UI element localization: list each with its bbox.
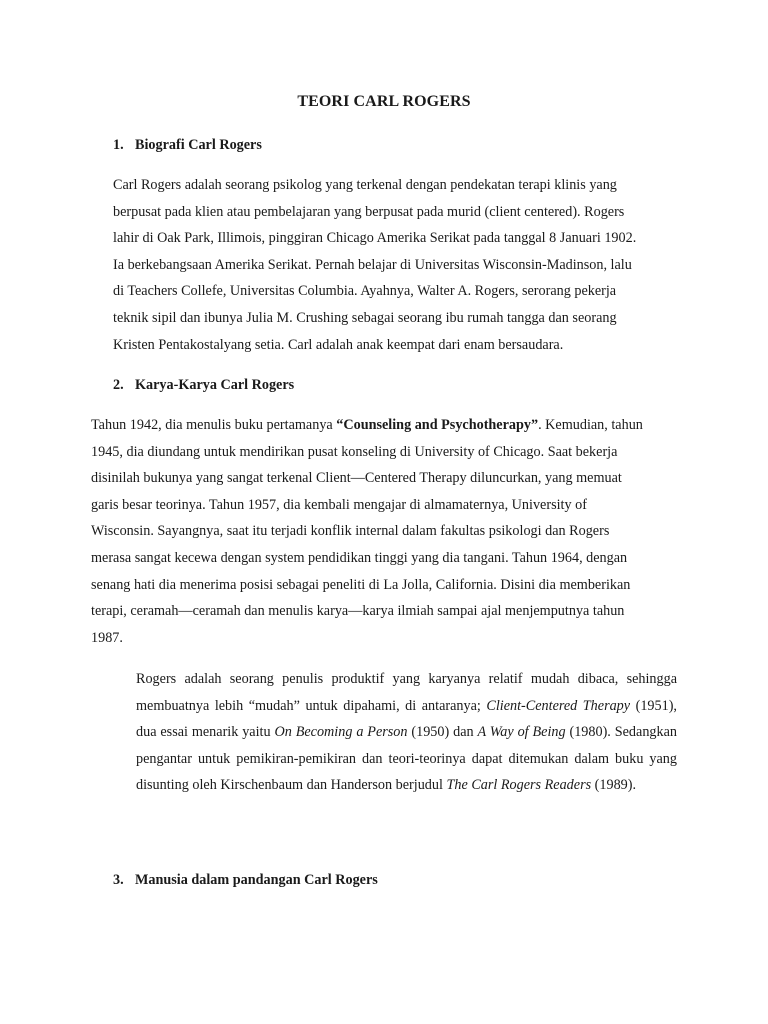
section-title: Manusia dalam pandangan Carl Rogers [135,872,378,888]
text-line: senang hati dia menerima posisi sebagai peneliti di La Jolla, California. Disini dia memberikan [91,576,631,593]
text-line: 1987. [91,629,123,646]
section-title: Karya-Karya Carl Rogers [135,377,295,393]
text-line: disinilah bukunya yang sangat terkenal Client—Centered Therapy diluncurkan, yang memuat [91,470,622,487]
text-line: Kristen Pentakostalyang setia. Carl adalah anak keempat dari enam bersaudara. [113,336,564,353]
section-number: 2. [113,377,124,393]
text-line: teknik sipil dan ibunya Julia M. Crushing sebagai seorang ibu rumah tangga dan seorang [113,309,617,326]
text-span: (1951), dua essai menarik yaitu [136,697,677,741]
book-title-italic: The Carl Rogers Readers [446,777,592,794]
section-heading-3 [113,872,378,889]
text-line: terapi, ceramah—ceramah dan menulis karya—karya ilmiah sampai ajal menjemputnya tahun [91,603,625,620]
text-line: 1945, dia diundang untuk mendirikan pusat konseling di University of Chicago. Saat bekerja [91,443,618,460]
text-line: berpusat pada klien atau pembelajaran yang berpusat pada murid (client centered). Rogers [113,203,625,220]
book-title-italic: On Becoming a Person [274,724,408,741]
text-line: merasa sangat kecewa dengan system pendidikan tinggi yang dia tangani. Tahun 1964, dengan [91,549,628,566]
biography-paragraph [113,172,673,358]
section-heading-1 [113,137,262,154]
text-span: (1980). Sedangkan pengantar untuk pemikiran-pemikiran dan teori-teorinya dapat ditemukan dalam buku yang disunting oleh Kirschenbaum dan Handerson berjudul [136,724,677,794]
publications-paragraph [136,666,677,799]
publications-text [136,666,677,799]
book-title-bold: “Counseling and Psychotherapy” [336,417,539,433]
book-title-italic: A Way of Being [477,724,566,741]
text-span: (1989). [591,777,637,794]
text-line: lahir di Oak Park, Illimois, pinggiran Chicago Amerika Serikat pada tanggal 8 Januari 1902. [113,230,637,247]
book-title-italic: Client-Centered Therapy [486,697,631,714]
text-line: garis besar teorinya. Tahun 1957, dia kembali mengajar di almamaternya, University of [91,496,587,513]
text-span: Rogers adalah seorang penulis produktif yang karyanya relatif mudah dibaca, sehingga membuatnya lebih “mudah” untuk dipahami, di antaranya; [136,671,677,714]
text-line [91,412,681,439]
works-paragraph [91,412,681,651]
text-line: Ia berkebangsaan Amerika Serikat. Pernah belajar di Universitas Wisconsin-Madinson, lalu [113,256,632,273]
section-number: 3. [113,872,124,888]
text-line: Carl Rogers adalah seorang psikolog yang terkenal dengan pendekatan terapi klinis yang [113,177,617,193]
document-title: TEORI CARL ROGERS [297,93,471,110]
section-title: Biografi Carl Rogers [135,137,262,153]
text-span: . Kemudian, tahun [538,417,643,433]
text-span: (1950) dan [407,724,478,741]
text-line: di Teachers Collefe, Universitas Columbia. Ayahnya, Walter A. Rogers, serorang pekerja [113,283,617,300]
text-line: Wisconsin. Sayangnya, saat itu terjadi konflik internal dalam fakultas psikologi dan Rogers [91,523,610,540]
text-span: Tahun 1942, dia menulis buku pertamanya [91,417,337,433]
section-heading-2 [113,377,294,394]
section-number: 1. [113,137,124,153]
